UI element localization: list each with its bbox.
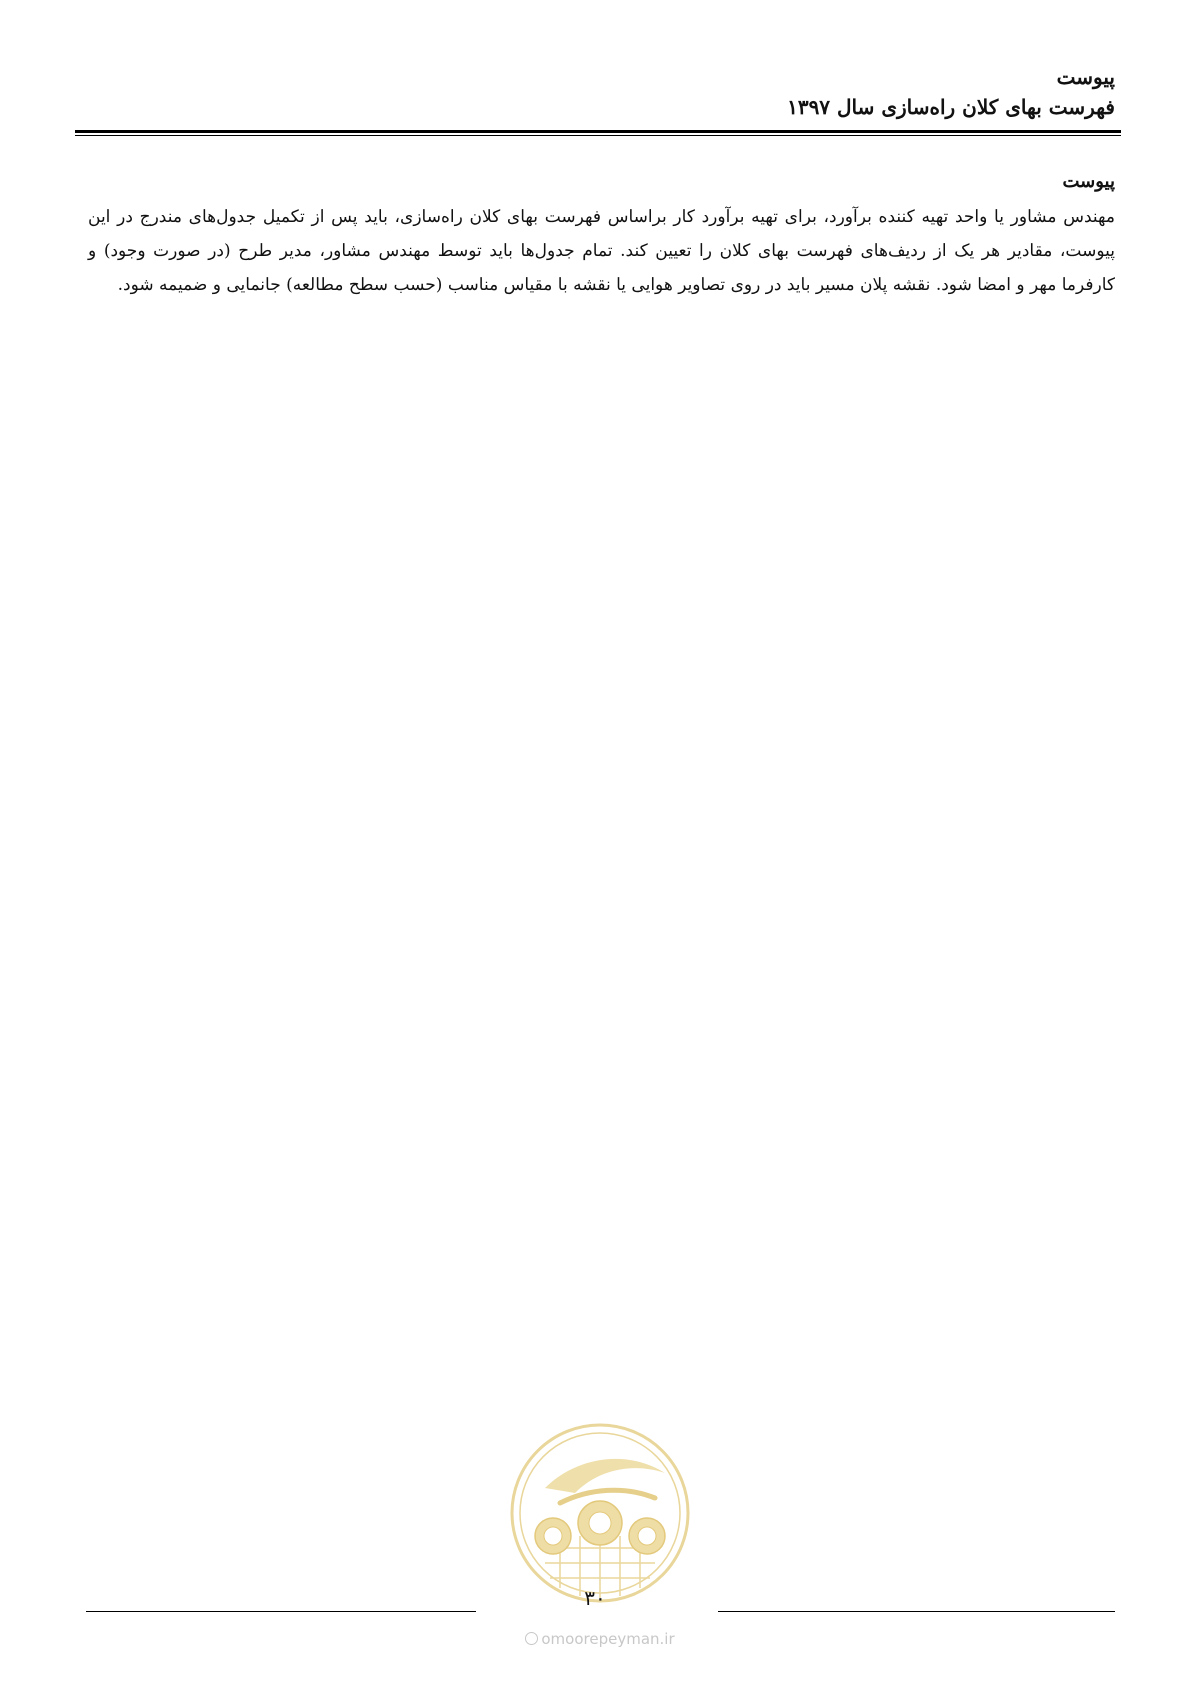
- body-paragraph: مهندس مشاور یا واحد تهیه کننده برآورد، برای تهیه برآورد کار براساس فهرست بهای کلان راه‌سازی، باید پس از تکمیل جدول‌های مندرج در این پیوست، مقادیر هر یک از ردیف‌های فهرست بهای کلان را تعیین کند. تمام جدول‌ها باید توسط مهندس مشاور، مدیر طرح (در صورت وجود) و کارفرما مهر و امضا شود. نقشه پلان مسیر باید در روی تصاویر هوایی یا نقشه با مقیاس مناسب (حسب سطح مطالعه) جانمایی و ضمیمه شود.: [88, 207, 1115, 295]
- header-rule-thin: [75, 135, 1121, 136]
- watermark-seal-logo: [505, 1418, 695, 1608]
- header-title: پیوست: [1056, 65, 1115, 89]
- page-number: ۳۰: [584, 1586, 606, 1610]
- footer-rule-right: [718, 1611, 1115, 1612]
- section-title: پیوست: [1062, 171, 1115, 192]
- page-header: [88, 62, 1115, 122]
- globe-icon: [525, 1632, 538, 1645]
- header-subtitle: فهرست بهای کلان راه‌سازی سال ۱۳۹۷: [787, 95, 1115, 119]
- watermark-url: [500, 1630, 700, 1648]
- watermark-url-text: omoorepeyman.ir: [541, 1630, 675, 1648]
- page-body: [88, 168, 1115, 302]
- footer-rule-left: [86, 1611, 476, 1612]
- header-rule-thick: [75, 130, 1121, 133]
